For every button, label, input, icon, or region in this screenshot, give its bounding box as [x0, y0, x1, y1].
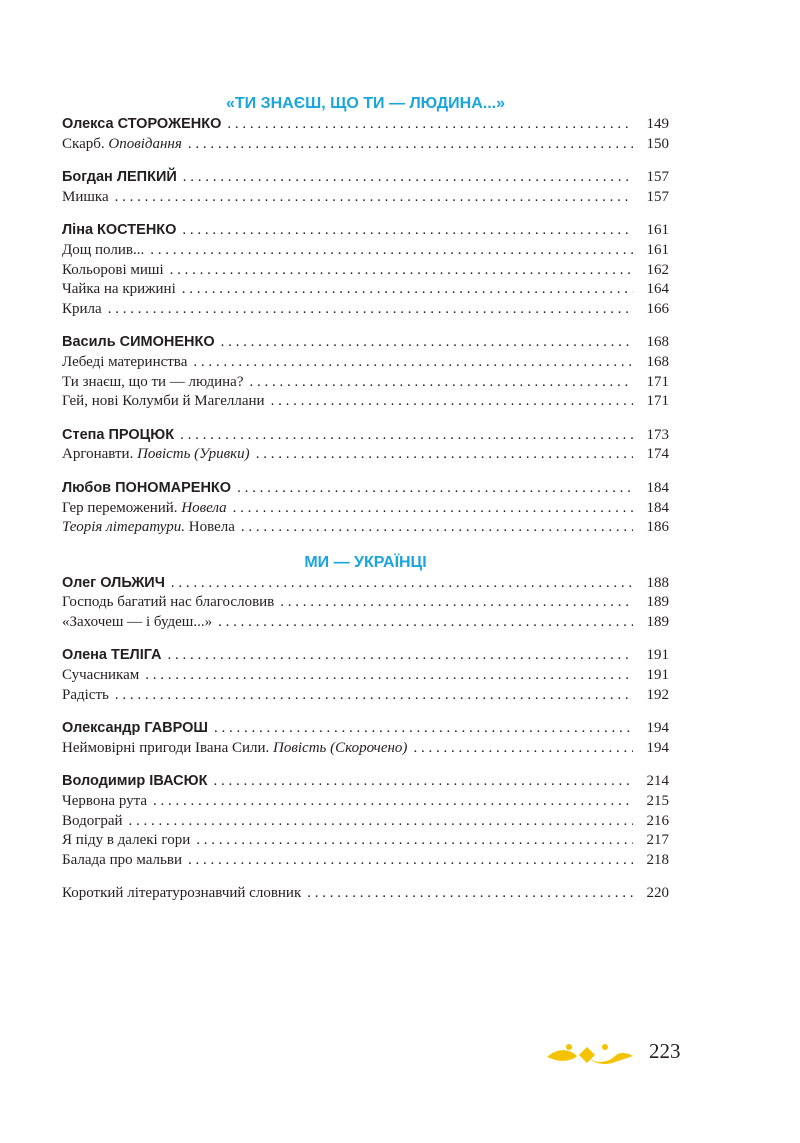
author-group	[62, 426, 669, 465]
page-ref: 164	[646, 281, 669, 298]
leader-dots	[241, 518, 633, 538]
author-entry[interactable]	[62, 426, 669, 446]
entry-title	[62, 851, 182, 871]
entry-title	[62, 300, 102, 320]
work-genre: Повість (Уривки)	[137, 446, 250, 463]
leader-dots	[108, 300, 633, 320]
author-name: Олена ТЕЛІГА	[62, 647, 162, 664]
page-ref: 189	[646, 594, 669, 611]
author-group	[62, 574, 669, 633]
leader-dots	[249, 373, 633, 393]
author-group	[62, 221, 669, 319]
page-ref: 157	[646, 188, 669, 205]
work-genre: Оповідання	[108, 135, 182, 152]
page-ref: 174	[646, 446, 669, 463]
author-group	[62, 479, 669, 538]
leader-dots	[196, 831, 633, 851]
leader-dots	[214, 719, 633, 739]
page-ref: 161	[646, 241, 669, 258]
page-ref: 173	[646, 426, 669, 443]
work-title: Неймовірні пригоди Івана Сили.	[62, 739, 274, 756]
work-entry[interactable]	[62, 851, 669, 871]
work-title: Короткий літературознавчий словник	[62, 885, 302, 902]
leader-dots	[213, 772, 633, 792]
work-entry[interactable]	[62, 280, 669, 300]
author-entry[interactable]	[62, 221, 669, 241]
leader-dots	[171, 574, 633, 594]
entry-title	[62, 445, 250, 465]
page-ref: 220	[646, 885, 669, 902]
author-entry[interactable]	[62, 333, 669, 353]
leader-dots	[218, 613, 633, 633]
entry-title	[62, 884, 301, 904]
work-title: Мишка	[62, 188, 109, 205]
leader-dots	[168, 646, 633, 666]
page-ref: 184	[646, 479, 669, 496]
leader-dots	[227, 115, 633, 135]
work-entry[interactable]	[62, 812, 669, 832]
leader-dots	[183, 168, 633, 188]
work-title: Гей, нові Колумби й Магеллани	[62, 393, 265, 410]
author-group	[62, 772, 669, 870]
work-title: Скарб.	[62, 135, 109, 152]
work-title: Дощ полив...	[62, 241, 145, 258]
work-entry[interactable]	[62, 518, 669, 538]
entry-title	[62, 499, 227, 519]
leader-dots	[180, 426, 633, 446]
entry-title	[62, 353, 187, 373]
page-ref: 217	[646, 832, 669, 849]
work-entry[interactable]	[62, 739, 669, 759]
work-entry[interactable]	[62, 373, 669, 393]
entry-title	[62, 831, 190, 851]
entry-title	[62, 261, 164, 281]
work-title: Червона рута	[62, 793, 148, 810]
author-entry[interactable]	[62, 646, 669, 666]
author-name: Ліна КОСТЕНКО	[62, 222, 177, 239]
author-group	[62, 168, 669, 207]
leader-dots	[307, 884, 633, 904]
leader-dots	[129, 812, 633, 832]
table-of-contents	[62, 93, 669, 904]
entry-title	[62, 280, 176, 300]
leader-dots	[170, 261, 633, 281]
entry-title	[62, 241, 144, 261]
page-ref: 191	[646, 647, 669, 664]
author-name: Володимир ІВАСЮК	[62, 773, 208, 790]
leader-dots	[182, 221, 633, 241]
work-title: Господь багатий нас благословив	[62, 594, 275, 611]
page-ref: 168	[646, 334, 669, 351]
work-title: Балада про мальви	[62, 851, 182, 868]
page-ref: 186	[646, 519, 669, 536]
leader-dots	[193, 353, 633, 373]
leader-dots	[256, 445, 633, 465]
entry-title	[62, 613, 212, 633]
leader-dots	[182, 280, 633, 300]
author-group	[62, 646, 669, 705]
entry-title	[62, 686, 109, 706]
page-ref: 215	[646, 793, 669, 810]
author-entry[interactable]	[62, 479, 669, 499]
page-ref: 171	[646, 393, 669, 410]
entry-title	[62, 593, 274, 613]
work-genre: Новела	[181, 499, 227, 516]
work-entry[interactable]	[62, 613, 669, 633]
page-ref: 192	[646, 686, 669, 703]
work-title: Я піду в далекі гори	[62, 832, 191, 849]
work-genre: Теорія літератури.	[62, 519, 186, 536]
page-ref: 218	[646, 851, 669, 868]
entry-title	[62, 135, 182, 155]
work-entry[interactable]	[62, 499, 669, 519]
work-entry[interactable]	[62, 686, 669, 706]
work-entry[interactable]	[62, 353, 669, 373]
page-ref: 162	[646, 261, 669, 278]
page-number: 223	[649, 1039, 681, 1063]
leader-dots	[145, 666, 633, 686]
work-entry[interactable]	[62, 261, 669, 281]
page-ref: 189	[646, 613, 669, 630]
author-name: Степа ПРОЦЮК	[62, 426, 175, 443]
author-name: Олександр ГАВРОШ	[62, 720, 208, 737]
leader-dots	[153, 792, 633, 812]
entry-title	[62, 188, 109, 208]
page-ref: 188	[646, 574, 669, 591]
work-entry[interactable]	[62, 135, 669, 155]
work-title: Радість	[62, 686, 109, 703]
page-ref: 166	[646, 300, 669, 317]
work-entry[interactable]	[62, 300, 669, 320]
author-group	[62, 719, 669, 758]
page-ref: 150	[646, 135, 669, 152]
entry-title	[62, 392, 265, 412]
work-title: Аргонавти.	[62, 446, 138, 463]
author-entry[interactable]	[62, 719, 669, 739]
page-footer	[545, 1036, 705, 1072]
entry-title	[62, 373, 243, 393]
leader-dots	[115, 188, 633, 208]
entry-title	[62, 518, 235, 538]
author-group	[62, 333, 669, 411]
page-ref: 161	[646, 222, 669, 239]
dictionary-entry[interactable]	[62, 884, 669, 904]
leader-dots	[413, 739, 633, 759]
author-name: Василь СИМОНЕНКО	[62, 334, 215, 351]
entry-title	[62, 792, 147, 812]
author-name: Любов ПОНОМАРЕНКО	[62, 479, 232, 496]
section-title: «ТИ ЗНАЄШ, ЩО ТИ — ЛЮДИНА...»	[225, 95, 506, 112]
leader-dots	[150, 241, 633, 261]
page-ref: 194	[646, 720, 669, 737]
page-ref: 149	[646, 116, 669, 132]
work-entry[interactable]	[62, 792, 669, 812]
work-entry[interactable]	[62, 831, 669, 851]
page-ref: 216	[646, 812, 669, 829]
work-title: Кольорові миші	[62, 261, 164, 278]
work-suffix: Новела	[185, 519, 235, 536]
page-ref: 191	[646, 667, 669, 684]
author-name: Олекса СТОРОЖЕНКО	[62, 116, 222, 132]
page-ref: 214	[646, 773, 669, 790]
author-group	[62, 115, 669, 154]
work-entry[interactable]	[62, 445, 669, 465]
leader-dots	[233, 499, 633, 519]
leader-dots	[115, 686, 633, 706]
leader-dots	[221, 333, 633, 353]
work-entry[interactable]	[62, 666, 669, 686]
entry-title	[62, 812, 123, 832]
leader-dots	[271, 392, 633, 412]
work-title: Ти знаєш, що ти — людина?	[62, 373, 244, 390]
page-ref: 157	[646, 169, 669, 186]
author-name: Богдан ЛЕПКИЙ	[62, 169, 177, 186]
leader-dots	[188, 135, 633, 155]
work-title: Сучасникам	[62, 667, 140, 684]
ornament-icon	[545, 1042, 637, 1068]
work-entry[interactable]	[62, 392, 669, 412]
work-genre: Повість (Скорочено)	[273, 739, 408, 756]
page-ref: 171	[646, 373, 669, 390]
work-title: «Захочеш — і будеш...»	[62, 613, 213, 630]
author-entry[interactable]	[62, 574, 669, 594]
page-ref: 168	[646, 353, 669, 370]
entry-title	[62, 666, 139, 686]
work-title: Водограй	[62, 812, 123, 829]
work-entry[interactable]	[62, 241, 669, 261]
page-ref: 184	[646, 499, 669, 516]
work-title: Чайка на крижині	[62, 281, 176, 298]
work-entry[interactable]	[62, 593, 669, 613]
author-name: Олег ОЛЬЖИЧ	[62, 574, 165, 591]
work-title: Крила	[62, 300, 102, 317]
work-title: Гер переможений.	[62, 499, 182, 516]
page-ref: 194	[646, 739, 669, 756]
leader-dots	[237, 479, 633, 499]
work-entry[interactable]	[62, 188, 669, 208]
section-title: МИ — УКРАЇНЦІ	[304, 553, 427, 571]
author-entry[interactable]	[62, 168, 669, 188]
author-entry[interactable]	[62, 772, 669, 792]
work-title: Лебеді материнства	[62, 353, 188, 370]
entry-title	[62, 739, 407, 759]
leader-dots	[188, 851, 633, 871]
author-entry[interactable]	[62, 115, 669, 135]
leader-dots	[280, 593, 633, 613]
